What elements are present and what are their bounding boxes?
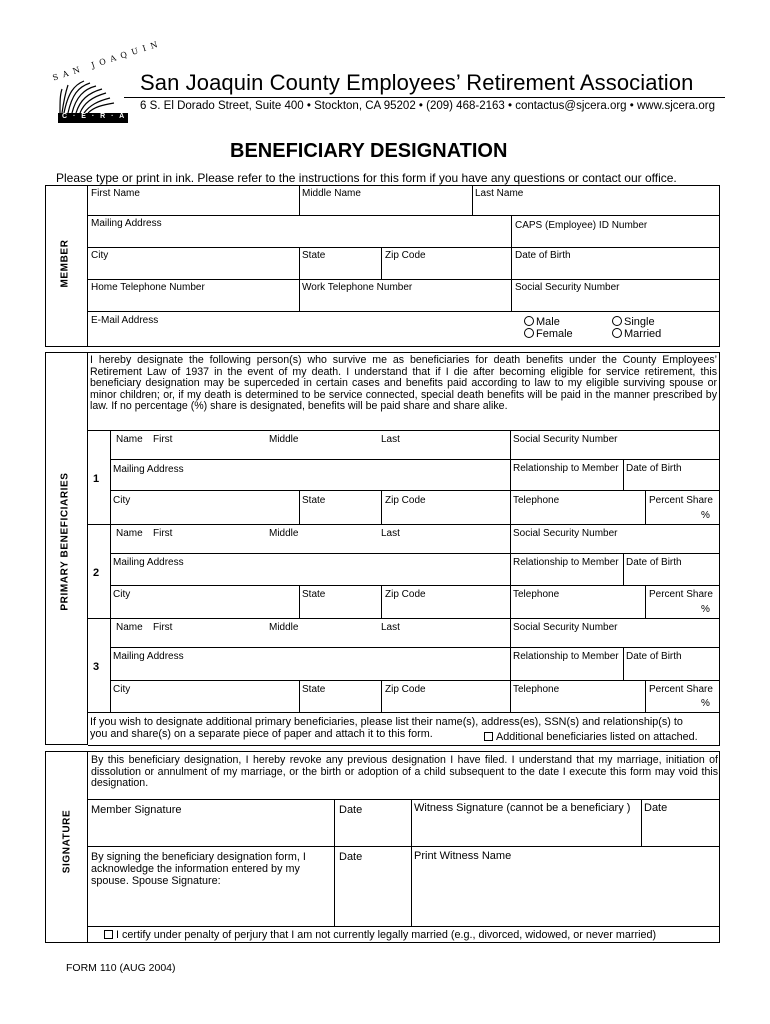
- radio-circle-icon: [612, 328, 622, 338]
- additional-checkbox-label: Additional beneficiaries listed on attached.: [496, 731, 698, 743]
- spouse-signature-field[interactable]: By signing the beneficiary designation form, I acknowledge the information entered by my spouse. Spouse Signature:: [91, 851, 306, 887]
- b2-first-label: First: [153, 528, 173, 539]
- designation-statement: I hereby designate the following person(s) who survive me as beneficiaries for death benefits under the County Employees’ Retirement Law of 1937 in the event of my death. I understand that if I die after becoming eligible for service retirement, this beneficiary designation may be superceded in certain cases and benefits paid according to law to my eligible surviving spouse or minor children; or, if my death is determined to be service connected, special death benefits will be paid in the manner prescribed by law. If no percentage (%) share is designated, benefits will be paid share and share alike.: [90, 354, 717, 412]
- member-city-field[interactable]: City: [91, 250, 109, 261]
- b1-ssn-field[interactable]: Social Security Number: [513, 434, 618, 445]
- witness-signature-field[interactable]: Witness Signature (cannot be a beneficiary ): [414, 802, 631, 814]
- member-section-label: MEMBER: [59, 239, 71, 288]
- member-zip-field[interactable]: Zip Code: [385, 250, 426, 261]
- radio-circle-icon: [524, 328, 534, 338]
- beneficiary-block-2: [88, 524, 720, 618]
- b2-percent-sign: %: [701, 604, 710, 615]
- revocation-statement: By this beneficiary designation, I hereby revoke any previous designation I have filed. I understand that my marriage, initiation of dissolution or annulment of my marriage, or the birth or adoption of a child subsequent to the date I execute this form may void this designation.: [91, 754, 718, 789]
- b3-percent-sign: %: [701, 698, 710, 709]
- radio-circle-icon: [524, 316, 534, 326]
- member-dob-field[interactable]: Date of Birth: [515, 250, 571, 261]
- b2-percent-share-field[interactable]: Percent Share: [649, 589, 713, 600]
- b1-percent-sign: %: [701, 510, 710, 521]
- b2-relationship-field[interactable]: Relationship to Member: [513, 557, 619, 568]
- b1-percent-share-field[interactable]: Percent Share: [649, 495, 713, 506]
- b3-zip-field[interactable]: Zip Code: [385, 684, 426, 695]
- b2-zip-field[interactable]: Zip Code: [385, 589, 426, 600]
- member-last-name-field[interactable]: Last Name: [475, 188, 524, 199]
- female-label: Female: [536, 328, 573, 340]
- member-state-field[interactable]: State: [302, 250, 326, 261]
- b3-city-field[interactable]: City: [113, 684, 131, 695]
- b2-telephone-field[interactable]: Telephone: [513, 589, 560, 600]
- logo-banner-text: C · E · R · A: [62, 113, 127, 120]
- beneficiary-number-2: 2: [93, 567, 100, 579]
- b3-name-field[interactable]: Name: [116, 622, 143, 633]
- b3-dob-field[interactable]: Date of Birth: [626, 651, 682, 662]
- spouse-signature-date-field[interactable]: Date: [339, 851, 363, 863]
- gender-male-radio[interactable]: [524, 316, 560, 328]
- member-email-field[interactable]: E-Mail Address: [91, 315, 159, 326]
- b2-mailing-field[interactable]: Mailing Address: [113, 557, 184, 568]
- member-work-phone-field[interactable]: Work Telephone Number: [302, 282, 413, 293]
- signature-section-label: SIGNATURE: [61, 809, 73, 874]
- logo-curved-letters: SAN JOAQUIN: [51, 38, 164, 83]
- member-home-phone-field[interactable]: Home Telephone Number: [91, 282, 205, 293]
- organization-address: 6 S. El Dorado Street, Suite 400 • Stockton, CA 95202 • (209) 468-2163 • contactus@sjcera.org • www.sjcera.org: [140, 100, 715, 112]
- b1-last-label: Last: [381, 434, 400, 445]
- additional-beneficiaries-checkbox[interactable]: [484, 731, 698, 743]
- b2-last-label: Last: [381, 528, 400, 539]
- b1-middle-label: Middle: [269, 434, 299, 445]
- b1-name-field[interactable]: Name: [116, 434, 143, 445]
- not-married-certification-checkbox[interactable]: [104, 929, 656, 941]
- male-label: Male: [536, 316, 560, 328]
- b3-ssn-field[interactable]: Social Security Number: [513, 622, 618, 633]
- b1-mailing-field[interactable]: Mailing Address: [113, 464, 184, 475]
- beneficiary-number-1: 1: [93, 473, 100, 485]
- b2-state-field[interactable]: State: [302, 589, 326, 600]
- b1-city-field[interactable]: City: [113, 495, 131, 506]
- beneficiary-number-3: 3: [93, 661, 100, 673]
- checkbox-icon: [484, 732, 493, 741]
- b1-state-field[interactable]: State: [302, 495, 326, 506]
- beneficiary-block-1: [88, 430, 720, 524]
- member-middle-name-field[interactable]: Middle Name: [302, 188, 361, 199]
- b1-telephone-field[interactable]: Telephone: [513, 495, 560, 506]
- status-single-radio[interactable]: [612, 316, 655, 328]
- b3-state-field[interactable]: State: [302, 684, 326, 695]
- b3-percent-share-field[interactable]: Percent Share: [649, 684, 713, 695]
- b2-name-field[interactable]: Name: [116, 528, 143, 539]
- b2-ssn-field[interactable]: Social Security Number: [513, 528, 618, 539]
- single-label: Single: [624, 316, 655, 328]
- radio-circle-icon: [612, 316, 622, 326]
- member-first-name-field[interactable]: First Name: [91, 188, 140, 199]
- certify-label: I certify under penalty of perjury that I am not currently legally married (e.g., divorced, widowed, or never married): [116, 929, 657, 941]
- checkbox-icon: [104, 930, 113, 939]
- b3-middle-label: Middle: [269, 622, 299, 633]
- gender-female-radio[interactable]: [524, 328, 573, 340]
- b3-last-label: Last: [381, 622, 400, 633]
- b1-first-label: First: [153, 434, 173, 445]
- married-label: Married: [624, 328, 662, 340]
- b3-relationship-field[interactable]: Relationship to Member: [513, 651, 619, 662]
- additional-beneficiaries-note: If you wish to designate additional primary beneficiaries, please list their name(s), address(es), SSN(s) and relationship(s) to: [90, 716, 683, 728]
- member-caps-id-field[interactable]: CAPS (Employee) ID Number: [515, 220, 648, 231]
- header-rule: [124, 97, 725, 98]
- beneficiary-block-3: [88, 618, 720, 712]
- instructions: Please type or print in ink. Please refer to the instructions for this form if you have any questions or contact our office.: [56, 171, 677, 185]
- page-title: BENEFICIARY DESIGNATION: [230, 140, 508, 162]
- b3-mailing-field[interactable]: Mailing Address: [113, 651, 184, 662]
- b3-first-label: First: [153, 622, 173, 633]
- witness-signature-date-field[interactable]: Date: [644, 802, 668, 814]
- b2-dob-field[interactable]: Date of Birth: [626, 557, 682, 568]
- member-mailing-address-field[interactable]: Mailing Address: [91, 218, 162, 229]
- b1-relationship-field[interactable]: Relationship to Member: [513, 463, 619, 474]
- member-signature-date-field[interactable]: Date: [339, 804, 363, 816]
- b2-middle-label: Middle: [269, 528, 299, 539]
- additional-beneficiaries-note-2: you and share(s) on a separate piece of paper and attach it to this form.: [90, 728, 433, 740]
- status-married-radio[interactable]: [612, 328, 661, 340]
- organization-name: San Joaquin County Employees’ Retirement Association: [140, 70, 694, 95]
- b1-zip-field[interactable]: Zip Code: [385, 495, 426, 506]
- b1-dob-field[interactable]: Date of Birth: [626, 463, 682, 474]
- form-code: FORM 110 (AUG 2004): [66, 962, 176, 974]
- b2-city-field[interactable]: City: [113, 589, 131, 600]
- b3-telephone-field[interactable]: Telephone: [513, 684, 560, 695]
- print-witness-name-field[interactable]: Print Witness Name: [414, 850, 512, 862]
- member-signature-field[interactable]: Member Signature: [91, 804, 182, 816]
- primary-section-label: PRIMARY BENEFICIARIES: [59, 472, 71, 611]
- member-ssn-field[interactable]: Social Security Number: [515, 282, 620, 293]
